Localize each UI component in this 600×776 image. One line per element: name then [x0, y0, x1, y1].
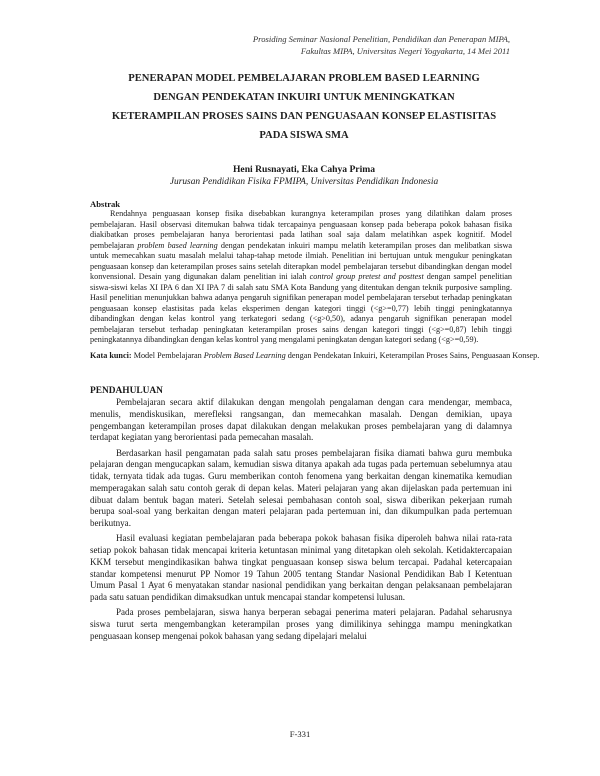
body-paragraph: Berdasarkan hasil pengamatan pada salah satu proses pembelajaran fisika diamati bahwa guru membuka pelajaran dengan mengucapkan salam, kemudian siswa ditanya apakah ada tugas pada pertemuan sebelumnya atau tidak, ternyata tidak ada tugas. Guru memberikan contoh fenomena yang berkaitan dengan kinematika kemudian memperagakan salah satu contoh gerak di depan kelas. Materi pelajaran yang akan dijelaskan pada pertemuan ini dibuat dalam bentuk bagan materi. Setelah selesai pembahasan contoh soal, siswa diberikan pekerjaan rumah berupa soal-soal yang berkaitan dengan materi pelajaran pada pertemuan ini, dan dikumpulkan pada pertemuan berikutnya.	[90, 447, 512, 528]
body-paragraph: Pembelajaran secara aktif dilakukan dengan mengolah pengalaman dengan cara mendengar, membaca, menulis, mendiskusikan, merefleksi rangsangan, dan memecahkan masalah. Dengan demikian, upaya pengembangan keterampilan proses dapat dilakukan dengan melakukan proses pembelajaran yang di dalamnya terdapat kegiatan yang berorientasi pada pemecahan masalah.	[90, 397, 512, 443]
section-heading: PENDAHULUAN	[90, 386, 163, 396]
keywords-text-2: dengan Pendekatan Inkuiri, Keterampilan Proses Sains, Penguasaan Konsep.	[287, 351, 540, 360]
abstract	[90, 209, 512, 346]
body-paragraph: Hasil evaluasi kegiatan pembelajaran pada beberapa pokok bahasan fisika diperoleh bahwa nilai rata-rata setiap pokok bahasan tidak mencapai kriteria ketuntasan minimal yang ditetapkan oleh sekolah. Ketidaktercapaian KKM tersebut mengindikasikan bahwa tingkat penguasaan konsep siswa belum tercapai. Padahal ketercapaian standar kompetensi menurut PP Nomor 19 Tahun 2005 tentang Standar Nasional Pendidikan Bab I Ketentuan Umum Pasal 1 Ayat 6 menyatakan standar nasional pendidikan yang berkaitan dengan pelaksanaan pembelajaran pada satu satuan pendidikan dimaksudkan untuk mencapai standar kompetensi lulusan.	[90, 533, 512, 602]
keywords-label: Kata kunci:	[90, 351, 132, 360]
body-paragraph: Pada proses pembelajaran, siswa hanya berperan sebagai penerima materi pelajaran. Padahal seharusnya siswa turut serta mengembangkan keterampilan proses yang dimilikinya sehingga mampu meningkatkan penguasaan konsep mengenai pokok bahasan yang sedang dipelajari melalui	[90, 607, 512, 641]
proceedings-header-line2: Fakultas MIPA, Universitas Negeri Yogyakarta, 14 Mei 2011	[300, 46, 510, 56]
title-line4: PADA SISWA SMA	[259, 130, 349, 141]
page-number: F-331	[289, 729, 311, 739]
abstract-term-design: control group pretest and posttest	[309, 272, 424, 281]
title-line2: DENGAN PENDEKATAN INKUIRI UNTUK MENINGKATKAN	[153, 92, 455, 103]
keywords	[90, 351, 554, 362]
section-body	[90, 397, 512, 646]
keywords-text-1: Model Pembelajaran	[133, 351, 202, 360]
abstract-text-2: dengan pendekatan inkuiri mampu melatih keterampilan proses dan melibatkan siswa untuk memecahkan suatu masalah melalui tahap-tahap metode ilmiah. Penelitian ini bertujuan untuk mengukur peningkatan penguasaan konsep dan keterampilan proses sains setelah diterapkan model pembelajaran tersebut dibandingkan dengan model konvensional. Desain yang digunakan dalam penelitian ini ialah	[90, 240, 513, 281]
abstract-text-1: Rendahnya penguasaan konsep fisika disebabkan kurangnya keterampilan proses yang dilatihkan dalam proses pembelajaran. Hasil observasi ditemukan bahwa tidak tercapainya penguasaan konsep pada beberapa pokok bahasan fisika diakibatkan proses pembelajaran hanya berorientasi pada latihan soal saja dalam melatihkan aspek kognitif. Model pembelajaran	[90, 209, 512, 250]
abstract-heading: Abstrak	[90, 199, 121, 209]
proceedings-header	[190, 33, 510, 57]
title-line3: KETERAMPILAN PROSES SAINS DAN PENGUASAAN KONSEP ELASTISITAS	[111, 111, 497, 122]
keywords-term: Problem Based Learning	[203, 351, 286, 360]
abstract-term-pbl: problem based learning	[137, 240, 218, 250]
abstract-paragraph	[90, 209, 512, 346]
authors: Heni Rusnayati, Eka Cahya Prima	[232, 164, 376, 175]
abstract-text-3: dengan sampel penelitian siswa-siswi kelas XI IPA 6 dan XI IPA 7 di salah satu SMA Kota Bandung yang ditentukan dengan teknik purposive sampling. Hasil penelitian menunjukkan bahwa adanya pengaruh signifikan penerapan model pembelajaran tersebut terhadap peningkatan penguasaan konsep elastisitas pada kelas eksperimen dengan kategori tinggi (<g>=0,77) lebih tinggi peningkatannya dibandingkan dengan kelas kontrol yang terkategori sedang (<g>0,50), adanya pengaruh signifikan penerapan model pembelajaran tersebut terhadap peningkatan keterampilan proses sains dengan kategori tinggi (<g>=0,87) lebih tinggi peningkatannya dibandingkan dengan kelas kontrol yang mengalami peningkatan dengan kategori sedang (<g>=0,59).	[90, 272, 512, 344]
paper-title	[80, 69, 528, 145]
proceedings-header-line1: Prosiding Seminar Nasional Penelitian, Pendidikan dan Penerapan MIPA,	[252, 34, 510, 44]
affiliation: Jurusan Pendidikan Fisika FPMIPA, Universitas Pendidikan Indonesia	[169, 177, 439, 187]
title-line1: PENERAPAN MODEL PEMBELAJARAN PROBLEM BASED LEARNING	[128, 73, 480, 84]
